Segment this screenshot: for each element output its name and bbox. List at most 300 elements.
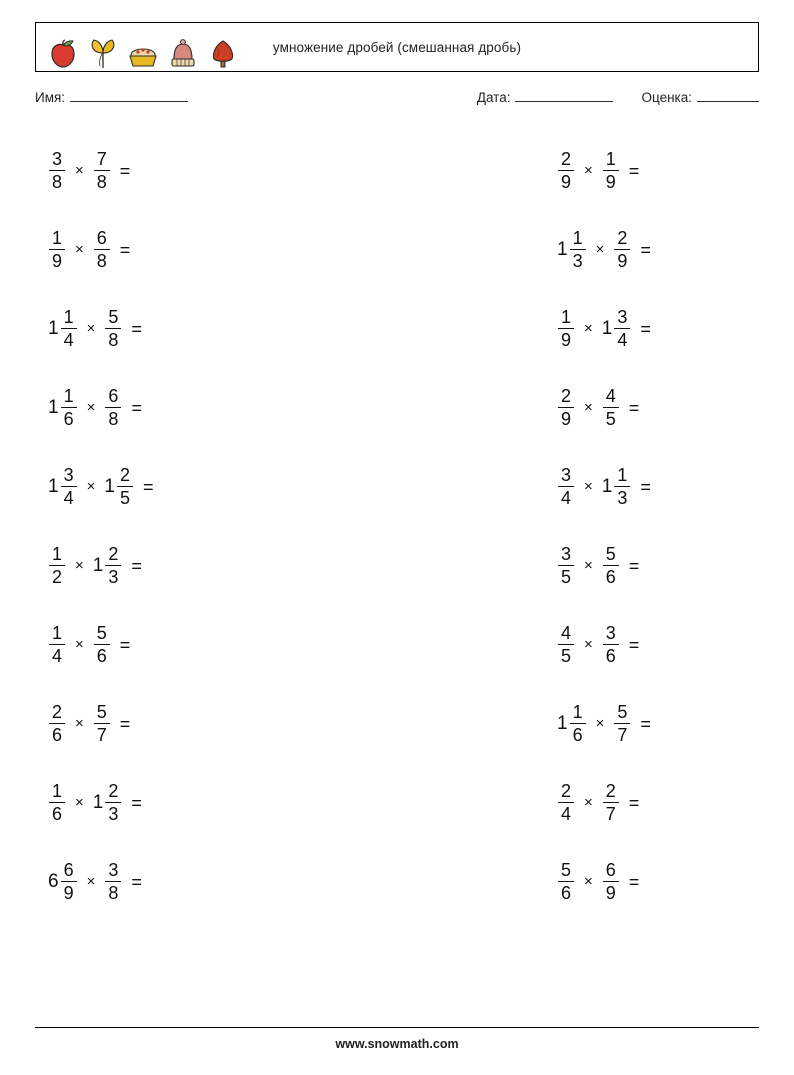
fraction-bar <box>49 644 65 645</box>
denominator: 6 <box>572 725 583 745</box>
score-label: Оценка: <box>641 90 692 105</box>
factor-one <box>557 782 575 824</box>
denominator: 9 <box>52 251 63 271</box>
problem-expression <box>557 624 639 666</box>
fraction-bar <box>49 565 65 566</box>
factor-two <box>602 545 620 587</box>
whole-number: 1 <box>48 476 59 497</box>
equals-sign: = <box>131 397 142 418</box>
denominator: 6 <box>52 804 63 824</box>
fraction <box>602 150 620 192</box>
problem-cell <box>397 842 759 921</box>
denominator: 6 <box>605 567 616 587</box>
multiply-operator: × <box>595 715 605 732</box>
fraction-bar <box>558 881 574 882</box>
fraction <box>48 229 66 271</box>
denominator: 2 <box>52 567 63 587</box>
problem-expression <box>557 545 639 587</box>
denominator: 3 <box>108 804 119 824</box>
factor-one <box>557 466 575 508</box>
worksheet-header <box>35 22 759 72</box>
fraction <box>557 308 575 350</box>
problem-expression <box>557 703 651 745</box>
fraction-bar <box>603 881 619 882</box>
equals-sign: = <box>628 871 640 892</box>
factor-two <box>613 703 631 745</box>
denominator: 6 <box>605 646 616 666</box>
footer-divider <box>35 1027 759 1028</box>
numerator: 3 <box>561 543 572 564</box>
fraction <box>613 229 631 271</box>
factor-one <box>48 150 66 192</box>
fraction-bar <box>558 644 574 645</box>
factor-one <box>48 387 78 429</box>
fraction <box>104 387 122 429</box>
numerator: 1 <box>605 148 616 169</box>
fraction <box>93 624 111 666</box>
fraction <box>557 624 575 666</box>
problem-cell <box>35 131 397 210</box>
problem-cell <box>397 526 759 605</box>
hat-icon <box>166 37 200 71</box>
denominator: 6 <box>561 883 572 903</box>
factor-two <box>93 703 111 745</box>
numerator: 1 <box>52 543 63 564</box>
numerator: 2 <box>108 543 119 564</box>
fraction <box>557 466 575 508</box>
fraction <box>60 387 78 429</box>
fraction <box>48 782 66 824</box>
numerator: 7 <box>96 148 107 169</box>
problems-grid <box>0 131 794 921</box>
whole-number: 1 <box>601 476 613 497</box>
problem-expression <box>48 387 142 429</box>
equals-sign: = <box>628 160 640 181</box>
numerator: 2 <box>52 701 63 722</box>
denominator: 8 <box>108 409 119 429</box>
fraction-bar <box>105 328 121 329</box>
fraction-bar <box>94 249 110 250</box>
problem-expression <box>557 308 651 350</box>
multiply-operator: × <box>595 241 605 258</box>
fraction-bar <box>61 328 77 329</box>
denominator: 4 <box>617 330 628 350</box>
problem-cell <box>397 210 759 289</box>
equals-sign: = <box>640 476 651 497</box>
name-label: Имя: <box>35 90 66 105</box>
equals-sign: = <box>640 713 651 734</box>
footer-url: www.snowmath.com <box>335 1037 459 1051</box>
numerator: 5 <box>561 859 572 880</box>
factor-two <box>93 545 123 587</box>
problem-cell <box>35 526 397 605</box>
factor-two <box>104 308 122 350</box>
multiply-operator: × <box>584 873 593 890</box>
numerator: 1 <box>572 701 583 722</box>
fraction-bar <box>603 644 619 645</box>
multiply-operator: × <box>584 399 593 416</box>
fraction <box>116 466 134 508</box>
date-field <box>477 90 614 105</box>
factor-one <box>557 387 575 429</box>
problem-expression <box>557 387 639 429</box>
problem-expression <box>48 150 130 192</box>
fraction-bar <box>61 486 77 487</box>
numerator: 6 <box>108 385 119 406</box>
whole-number: 1 <box>601 318 613 339</box>
equals-sign: = <box>628 397 640 418</box>
numerator: 1 <box>63 385 74 406</box>
problem-expression <box>557 150 639 192</box>
numerator: 6 <box>63 859 74 880</box>
fraction-bar <box>49 170 65 171</box>
factor-one <box>557 545 575 587</box>
denominator: 8 <box>108 883 119 903</box>
numerator: 2 <box>617 227 628 248</box>
factor-one <box>48 703 66 745</box>
fraction <box>557 782 575 824</box>
fraction-bar <box>61 407 77 408</box>
fraction-bar <box>603 802 619 803</box>
numerator: 2 <box>561 385 572 406</box>
factor-two <box>93 229 111 271</box>
numerator: 1 <box>52 622 63 643</box>
numerator: 5 <box>617 701 628 722</box>
fraction-bar <box>614 486 630 487</box>
numerator: 6 <box>96 227 107 248</box>
whole-number: 1 <box>48 397 59 418</box>
denominator: 9 <box>605 172 616 192</box>
numerator: 3 <box>605 622 616 643</box>
numerator: 5 <box>96 622 107 643</box>
multiply-operator: × <box>75 794 84 811</box>
fraction <box>569 229 587 271</box>
fraction-bar <box>94 170 110 171</box>
numerator: 1 <box>52 780 63 801</box>
whole-number: 1 <box>104 476 115 497</box>
fraction-bar <box>570 723 586 724</box>
denominator: 9 <box>63 883 74 903</box>
problem-cell <box>397 684 759 763</box>
fraction-bar <box>558 328 574 329</box>
factor-two <box>104 466 134 508</box>
fraction-bar <box>558 802 574 803</box>
numerator: 1 <box>617 464 628 485</box>
denominator: 4 <box>561 488 572 508</box>
factor-two <box>602 150 620 192</box>
denominator: 5 <box>119 488 130 508</box>
problem-cell <box>35 368 397 447</box>
factor-one <box>557 624 575 666</box>
fraction-bar <box>94 723 110 724</box>
fraction-bar <box>558 565 574 566</box>
fraction <box>93 150 111 192</box>
fraction-bar <box>603 565 619 566</box>
fraction-bar <box>61 881 77 882</box>
multiply-operator: × <box>75 162 84 179</box>
tree-icon <box>206 37 240 71</box>
fraction-bar <box>49 249 65 250</box>
factor-one <box>48 308 78 350</box>
factor-one <box>557 308 575 350</box>
fraction <box>48 545 66 587</box>
fraction-bar <box>603 407 619 408</box>
fraction-bar <box>570 249 586 250</box>
fraction <box>613 703 631 745</box>
problem-cell <box>397 447 759 526</box>
factor-one <box>48 229 66 271</box>
equals-sign: = <box>131 318 142 339</box>
numerator: 6 <box>605 859 616 880</box>
denominator: 9 <box>617 251 628 271</box>
factor-two <box>602 861 620 903</box>
numerator: 4 <box>561 622 572 643</box>
fraction <box>104 782 122 824</box>
numerator: 1 <box>52 227 63 248</box>
equals-sign: = <box>640 318 651 339</box>
problem-cell <box>35 842 397 921</box>
factor-two <box>93 782 123 824</box>
multiply-operator: × <box>86 873 96 890</box>
denominator: 4 <box>63 330 74 350</box>
fraction <box>557 387 575 429</box>
factor-one <box>557 150 575 192</box>
worksheet-footer <box>35 1027 759 1051</box>
numerator: 5 <box>108 306 119 327</box>
fraction-bar <box>603 170 619 171</box>
denominator: 5 <box>561 646 572 666</box>
problem-expression <box>48 308 142 350</box>
equals-sign: = <box>628 555 640 576</box>
equals-sign: = <box>628 634 640 655</box>
equals-sign: = <box>119 239 131 260</box>
whole-number: 1 <box>557 239 568 260</box>
apple-icon <box>46 37 80 71</box>
fraction <box>104 545 122 587</box>
multiply-operator: × <box>75 557 84 574</box>
numerator: 2 <box>561 148 572 169</box>
whole-number: 1 <box>92 555 104 576</box>
problem-expression <box>48 466 153 508</box>
factor-one <box>48 861 78 903</box>
multiply-operator: × <box>75 636 84 653</box>
denominator: 7 <box>96 725 107 745</box>
problem-cell <box>397 763 759 842</box>
factor-one <box>557 229 587 271</box>
fraction-bar <box>614 723 630 724</box>
multiply-operator: × <box>75 715 84 732</box>
problem-cell <box>397 131 759 210</box>
denominator: 7 <box>617 725 628 745</box>
numerator: 3 <box>52 148 63 169</box>
denominator: 6 <box>63 409 74 429</box>
fraction-bar <box>49 723 65 724</box>
whole-number: 1 <box>557 713 568 734</box>
problem-expression <box>557 861 639 903</box>
numerator: 5 <box>605 543 616 564</box>
fraction <box>602 545 620 587</box>
fraction <box>557 861 575 903</box>
problem-cell <box>35 684 397 763</box>
equals-sign: = <box>640 239 651 260</box>
fraction <box>60 466 78 508</box>
multiply-operator: × <box>584 557 593 574</box>
whole-number: 1 <box>92 792 104 813</box>
fraction <box>104 308 122 350</box>
problem-expression <box>48 782 142 824</box>
denominator: 8 <box>108 330 119 350</box>
fraction <box>60 861 78 903</box>
numerator: 3 <box>63 464 74 485</box>
pie-icon <box>126 37 160 71</box>
denominator: 4 <box>63 488 74 508</box>
fraction <box>557 150 575 192</box>
fraction-bar <box>105 881 121 882</box>
denominator: 5 <box>561 567 572 587</box>
fraction <box>557 545 575 587</box>
factor-two <box>104 387 122 429</box>
problem-cell <box>35 605 397 684</box>
problem-expression <box>48 624 130 666</box>
denominator: 9 <box>561 409 572 429</box>
worksheet-page <box>0 22 794 1075</box>
numerator: 2 <box>605 780 616 801</box>
fraction <box>602 782 620 824</box>
denominator: 5 <box>605 409 616 429</box>
student-info-row <box>35 90 759 105</box>
denominator: 6 <box>52 725 63 745</box>
factor-one <box>557 861 575 903</box>
problem-cell <box>397 289 759 368</box>
fraction <box>613 308 631 350</box>
factor-two <box>602 308 632 350</box>
fraction-bar <box>105 802 121 803</box>
denominator: 9 <box>605 883 616 903</box>
problem-cell <box>35 210 397 289</box>
fraction <box>569 703 587 745</box>
factor-two <box>93 150 111 192</box>
equals-sign: = <box>628 792 640 813</box>
denominator: 4 <box>561 804 572 824</box>
numerator: 4 <box>605 385 616 406</box>
fraction-bar <box>94 644 110 645</box>
problem-expression <box>48 861 142 903</box>
fraction-bar <box>558 407 574 408</box>
numerator: 2 <box>108 780 119 801</box>
multiply-operator: × <box>86 399 96 416</box>
multiply-operator: × <box>86 478 96 495</box>
multiply-operator: × <box>86 320 96 337</box>
equals-sign: = <box>119 634 131 655</box>
date-input[interactable] <box>515 91 613 102</box>
numerator: 3 <box>561 464 572 485</box>
fraction-bar <box>558 170 574 171</box>
fraction-bar <box>614 249 630 250</box>
denominator: 3 <box>108 567 119 587</box>
multiply-operator: × <box>584 478 593 495</box>
numerator: 3 <box>617 306 628 327</box>
multiply-operator: × <box>584 636 593 653</box>
factor-one <box>557 703 587 745</box>
fraction-bar <box>105 565 121 566</box>
leaf-icon <box>86 37 120 71</box>
equals-sign: = <box>131 871 142 892</box>
numerator: 2 <box>561 780 572 801</box>
problem-cell <box>35 447 397 526</box>
denominator: 8 <box>52 172 63 192</box>
numerator: 2 <box>119 464 130 485</box>
multiply-operator: × <box>584 162 593 179</box>
denominator: 3 <box>617 488 628 508</box>
numerator: 1 <box>572 227 583 248</box>
factor-two <box>104 861 122 903</box>
numerator: 1 <box>561 306 572 327</box>
factor-one <box>48 782 66 824</box>
multiply-operator: × <box>584 794 593 811</box>
numerator: 3 <box>108 859 119 880</box>
fraction <box>48 624 66 666</box>
multiply-operator: × <box>75 241 84 258</box>
equals-sign: = <box>131 555 142 576</box>
denominator: 9 <box>561 172 572 192</box>
denominator: 3 <box>572 251 583 271</box>
fraction <box>93 229 111 271</box>
problem-expression <box>557 466 651 508</box>
problem-expression <box>48 229 130 271</box>
score-input[interactable] <box>697 91 759 102</box>
fraction <box>48 703 66 745</box>
multiply-operator: × <box>584 320 593 337</box>
equals-sign: = <box>142 476 154 497</box>
problem-expression <box>557 229 651 271</box>
numerator: 1 <box>63 306 74 327</box>
fraction-bar <box>117 486 133 487</box>
fraction <box>602 861 620 903</box>
factor-one <box>48 466 78 508</box>
fraction-bar <box>558 486 574 487</box>
problem-cell <box>35 763 397 842</box>
equals-sign: = <box>119 713 131 734</box>
factor-two <box>602 466 632 508</box>
denominator: 8 <box>96 172 107 192</box>
denominator: 7 <box>605 804 616 824</box>
fraction <box>613 466 631 508</box>
factor-two <box>93 624 111 666</box>
worksheet-title: умножение дробей (смешанная дробь) <box>272 39 522 55</box>
factor-two <box>602 782 620 824</box>
fraction <box>60 308 78 350</box>
problem-cell <box>397 605 759 684</box>
problem-expression <box>48 703 130 745</box>
fraction <box>48 150 66 192</box>
factor-one <box>48 545 66 587</box>
denominator: 9 <box>561 330 572 350</box>
denominator: 8 <box>96 251 107 271</box>
problem-expression <box>48 545 142 587</box>
fraction-bar <box>614 328 630 329</box>
fraction-bar <box>105 407 121 408</box>
factor-two <box>602 624 620 666</box>
numerator: 5 <box>96 701 107 722</box>
name-input[interactable] <box>70 91 188 102</box>
date-label: Дата: <box>476 90 511 105</box>
fraction-bar <box>49 802 65 803</box>
whole-number: 6 <box>48 871 59 892</box>
denominator: 4 <box>52 646 63 666</box>
equals-sign: = <box>119 160 131 181</box>
fraction <box>104 861 122 903</box>
factor-two <box>613 229 631 271</box>
